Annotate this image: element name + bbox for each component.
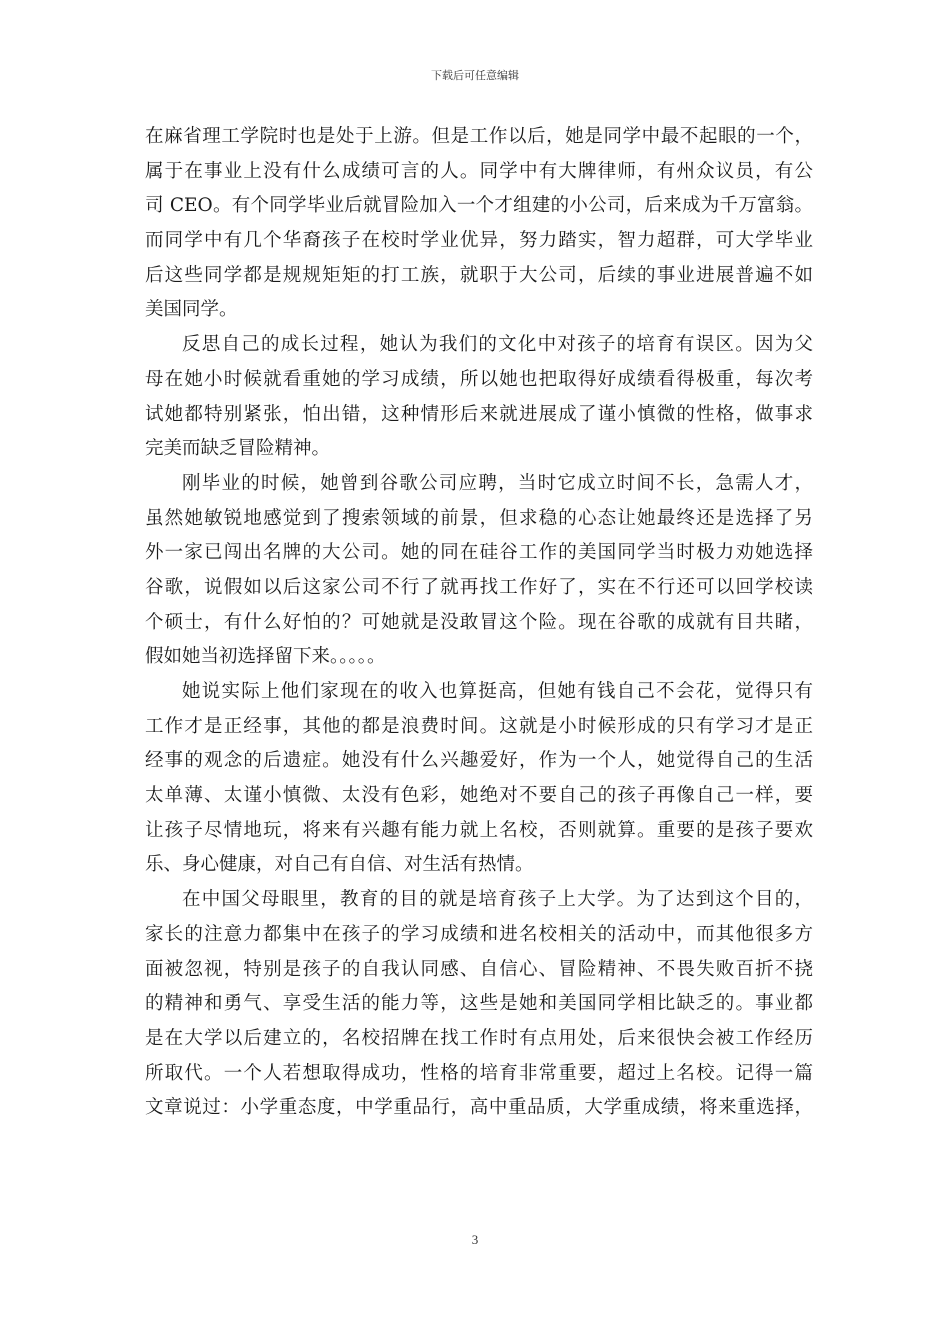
paragraph-line: 完美而缺乏冒险精神。 [145,438,331,460]
paragraph-line: 经事的观念的后遗症。她没有什么兴趣爱好，作为一个人，她觉得自己的生活 [145,750,813,772]
page-header: 下载后可任意编辑 [431,69,519,82]
paragraph-line: 工作才是正经事，其他的都是浪费时间。这就是小时候形成的只有学习才是正 [145,715,813,737]
paragraph-line: 试她都特别紧张，怕出错，这种情形后来就进展成了谨小慎微的性格，做事求 [145,403,813,425]
paragraph-line: 假如她当初选择留下来。。。。。 [145,646,386,668]
paragraph-line: 谷歌，说假如以后这家公司不行了就再找工作好了，实在不行还可以回学校读 [145,576,813,598]
paragraph-line: 家长的注意力都集中在孩子的学习成绩和进名校相关的活动中，而其他很多方 [145,923,813,945]
paragraph-line: 个硕士，有什么好怕的？可她就是没敢冒这个险。现在谷歌的成就有目共睹， [145,611,813,633]
paragraph-line: 母在她小时候就看重她的学习成绩，所以她也把取得好成绩看得极重，每次考 [145,368,813,390]
paragraph-line: 刚毕业的时候，她曾到谷歌公司应聘，当时它成立时间不长，急需人才， [182,472,813,494]
paragraph-line: 太单薄、太谨小慎微、太没有色彩，她绝对不要自己的孩子再像自己一样，要 [145,785,813,807]
paragraph-line: 在中国父母眼里，教育的目的就是培育孩子上大学。为了达到这个目的， [182,889,813,911]
paragraph-line: 所取代。一个人若想取得成功，性格的培育非常重要，超过上名校。记得一篇 [145,1062,813,1084]
paragraph-line: 面被忽视，特别是孩子的自我认同感、自信心、冒险精神、不畏失败百折不挠 [145,958,813,980]
paragraph-line: 美国同学。 [145,299,238,321]
paragraph-line: 司 CEO。有个同学毕业后就冒险加入一个才组建的小公司，后来成为千万富翁。 [145,195,813,217]
paragraph-line: 文章说过：小学重态度，中学重品行，高中重品质，大学重成绩，将来重选择， [145,1097,813,1119]
paragraph-line: 在麻省理工学院时也是处于上游。但是工作以后，她是同学中最不起眼的一个， [145,126,813,147]
document-body [145,120,813,1126]
paragraph-line: 乐、身心健康，对自己有自信、对生活有热情。 [145,854,534,876]
page-number: 3 [471,1232,479,1247]
paragraph-line: 虽然她敏锐地感觉到了搜索领域的前景，但求稳的心态让她最终还是选择了另 [145,507,813,529]
paragraph-line: 的精神和勇气、享受生活的能力等，这些是她和美国同学相比缺乏的。事业都 [145,993,813,1015]
paragraph-line: 后这些同学都是规规矩矩的打工族，就职于大公司，后续的事业进展普遍不如 [145,264,813,286]
paragraph-line: 让孩子尽情地玩，将来有兴趣有能力就上名校，否则就算。重要的是孩子要欢 [145,819,813,841]
paragraph-line: 而同学中有几个华裔孩子在校时学业优异，努力踏实，智力超群，可大学毕业 [145,230,813,252]
paragraph-line: 是在大学以后建立的，名校招牌在找工作时有点用处，后来很快会被工作经历 [145,1027,813,1049]
paragraph-line: 她说实际上他们家现在的收入也算挺高，但她有钱自己不会花，觉得只有 [182,681,813,702]
paragraph-line: 外一家已闯出名牌的大公司。她的同在硅谷工作的美国同学当时极力劝她选择 [145,542,813,564]
paragraph-line: 反思自己的成长过程，她认为我们的文化中对孩子的培育有误区。因为父 [182,334,813,356]
paragraph-line: 属于在事业上没有什么成绩可言的人。同学中有大牌律师，有州众议员，有公 [145,160,813,182]
